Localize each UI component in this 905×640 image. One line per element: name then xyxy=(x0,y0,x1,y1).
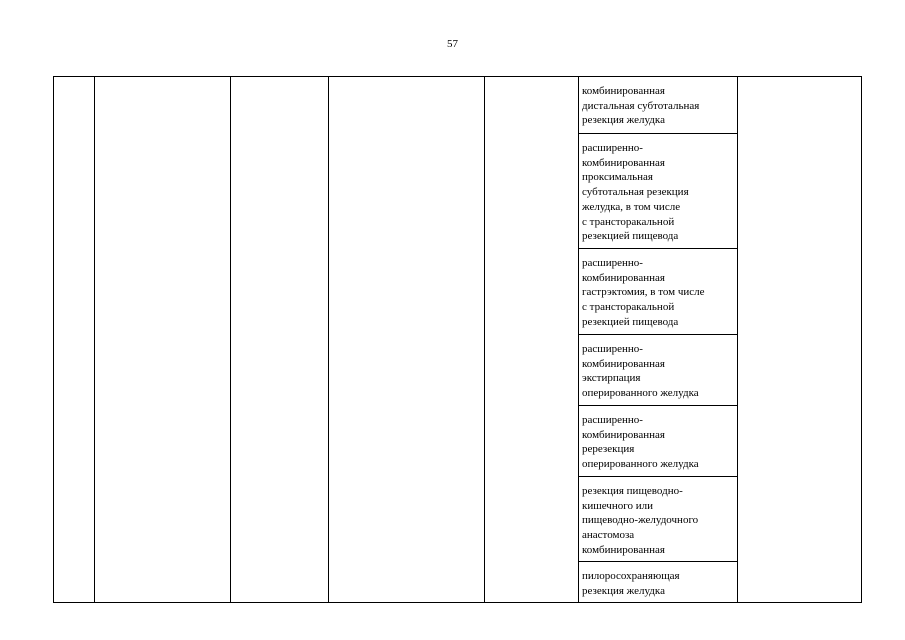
procedure-cell: расширенно- комбинированная экстирпация оперированного желудка xyxy=(579,335,738,406)
procedure-cell: комбинированная дистальная субтотальная резекция желудка xyxy=(579,77,738,134)
page-number: 57 xyxy=(447,38,458,50)
cost-cell xyxy=(738,77,862,603)
table-row xyxy=(54,77,862,134)
profile-cell xyxy=(95,477,231,603)
number-cell xyxy=(54,77,95,477)
treatment-type-cell xyxy=(485,77,579,477)
procedure-cell: расширенно- комбинированная ререзекция оперированного желудка xyxy=(579,406,738,477)
procedures-table xyxy=(53,76,862,603)
code-cell xyxy=(231,77,329,477)
number-cell xyxy=(54,477,95,603)
treatment-type-cell xyxy=(485,477,579,603)
model-cell xyxy=(329,477,485,603)
procedure-cell: пилоросохраняющая резекция желудка xyxy=(579,562,738,603)
profile-cell xyxy=(95,77,231,477)
code-cell xyxy=(231,477,329,603)
model-cell xyxy=(329,77,485,477)
procedure-cell: расширенно- комбинированная гастрэктомия, в том числе с трансторакальной резекцией пищевода xyxy=(579,249,738,335)
procedure-cell: резекция пищеводно- кишечного или пищеводно-желудочного анастомоза комбинированная xyxy=(579,477,738,562)
procedure-cell: расширенно- комбинированная проксимальная субтотальная резекция желудка, в том числе с трансторакальной резекцией пищевода xyxy=(579,134,738,249)
